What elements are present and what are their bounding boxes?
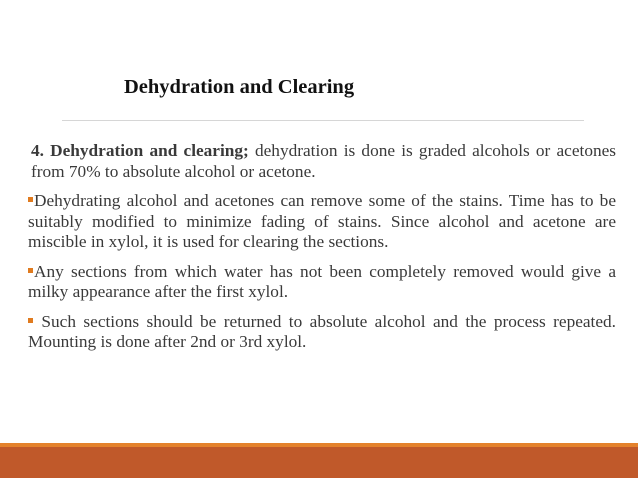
slide-title: Dehydration and Clearing [124,76,355,98]
bullet-text: Dehydrating alcohol and acetones can remove some of the stains. Time has to be suitably modified to minimize fading of stains. Since alcohol and acetone are miscible in xylol, it is used for clearing the sections. [28,191,616,251]
bullet-item [28,191,616,253]
intro-bold-lead: 4. Dehydration and clearing; [31,141,249,160]
bullet-text: Such sections should be returned to absolute alcohol and the process repeated. Mounting is done after 2nd or 3rd xylol. [28,311,616,351]
square-bullet-icon [28,268,33,273]
slide-body [28,141,616,353]
bullet-item [28,262,616,303]
bullet-item [28,312,616,353]
bullet-text: Any sections from which water has not been completely removed would give a milky appearance after the first xylol. [28,261,616,301]
intro-paragraph [31,141,616,182]
footer-band [0,443,638,478]
title-divider [62,120,584,121]
intro-text: dehydration is done is graded alcohols or acetones from 70% to absolute alcohol or acetone. [31,141,616,181]
square-bullet-icon [28,318,33,323]
square-bullet-icon [28,197,33,202]
footer-band-highlight [0,443,638,447]
